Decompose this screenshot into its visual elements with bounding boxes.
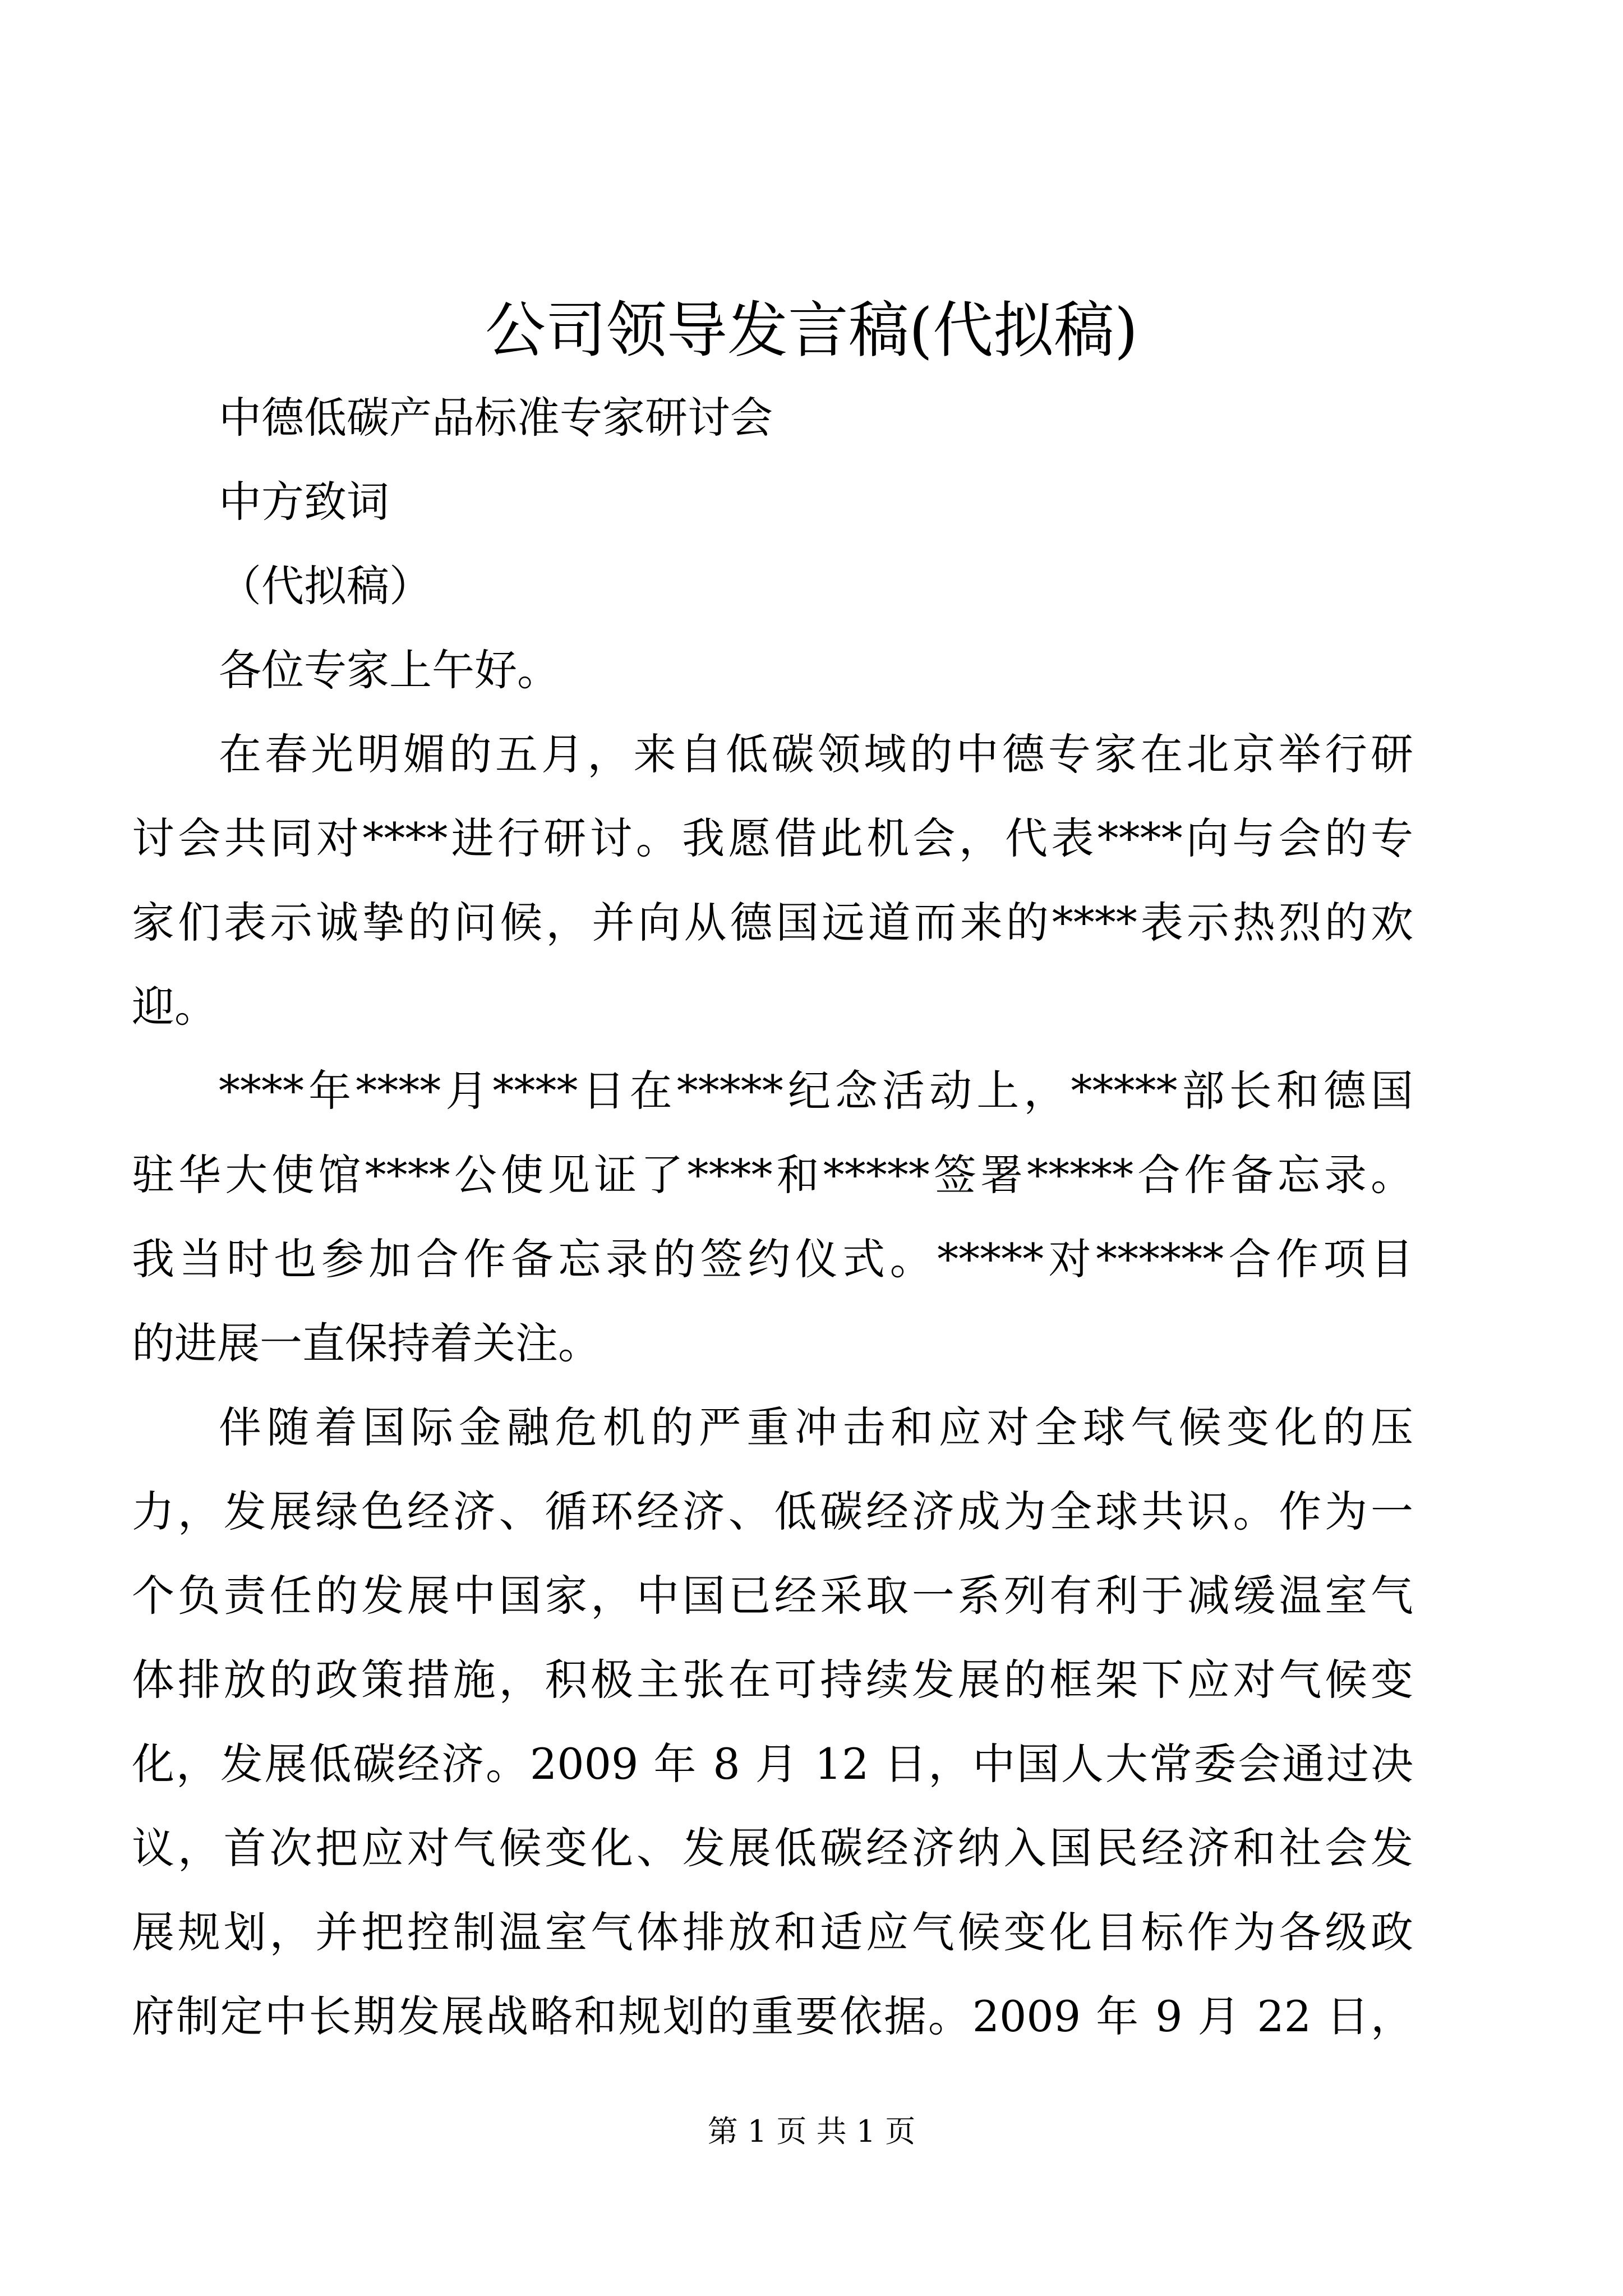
document-body [132, 376, 1413, 2059]
paragraph-line: 化，发展低碳经济。2009 年 8 月 12 日，中国人大常委会通过决 [132, 1739, 1413, 1789]
page-footer: 第 1 页 共 1 页 [707, 2114, 916, 2149]
paragraph-line: 在春光明媚的五月，来自低碳领域的中德专家在北京举行研 [219, 729, 1413, 779]
paragraph-line: 我当时也参加合作备忘录的签约仪式。*****对******合作项目 [132, 1234, 1413, 1284]
document-title: 公司领导发言稿(代拟稿) [485, 296, 1138, 366]
paragraph-3 [132, 1386, 1413, 2059]
paragraph-line: 个负责任的发展中国家，中国已经采取一系列有利于减缓温室气 [132, 1571, 1413, 1621]
paragraph-line: 驻华大使馆****公使见证了****和*****签署*****合作备忘录。 [132, 1150, 1413, 1200]
paragraph-line: 伴随着国际金融危机的严重冲击和应对全球气候变化的压 [219, 1402, 1413, 1452]
paragraph-line: 讨会共同对****进行研讨。我愿借此机会，代表****向与会的专 [132, 813, 1413, 863]
paragraph-1 [132, 712, 1413, 1049]
paragraph-2 [132, 1049, 1413, 1386]
speech-type-line: 中方致词 [219, 477, 389, 527]
paragraph-line: 力，发展绿色经济、循环经济、低碳经济成为全球共识。作为一 [132, 1487, 1413, 1536]
greeting-line: 各位专家上午好。 [219, 645, 560, 695]
paragraph-line: 的进展一直保持着关注。 [132, 1318, 601, 1368]
paragraph-line: 迎。 [132, 982, 217, 1032]
paragraph-line: 展规划，并把控制温室气体排放和适应气候变化目标作为各级政 [132, 1907, 1413, 1957]
paragraph-line: 体排放的政策措施，积极主张在可持续发展的框架下应对气候变 [132, 1655, 1413, 1705]
paragraph-line: 府制定中长期发展战略和规划的重要依据。2009 年 9 月 22 日， [132, 1991, 1413, 2041]
event-name-line: 中德低碳产品标准专家研讨会 [219, 393, 773, 443]
paragraph-line: 议，首次把应对气候变化、发展低碳经济纳入国民经济和社会发 [132, 1823, 1413, 1873]
paragraph-line: ****年****月****日在*****纪念活动上，*****部长和德国 [219, 1066, 1413, 1116]
paragraph-line: 家们表示诚挚的问候，并向从德国远道而来的****表示热烈的欢 [132, 898, 1413, 947]
draft-note-line: （代拟稿） [219, 561, 432, 611]
